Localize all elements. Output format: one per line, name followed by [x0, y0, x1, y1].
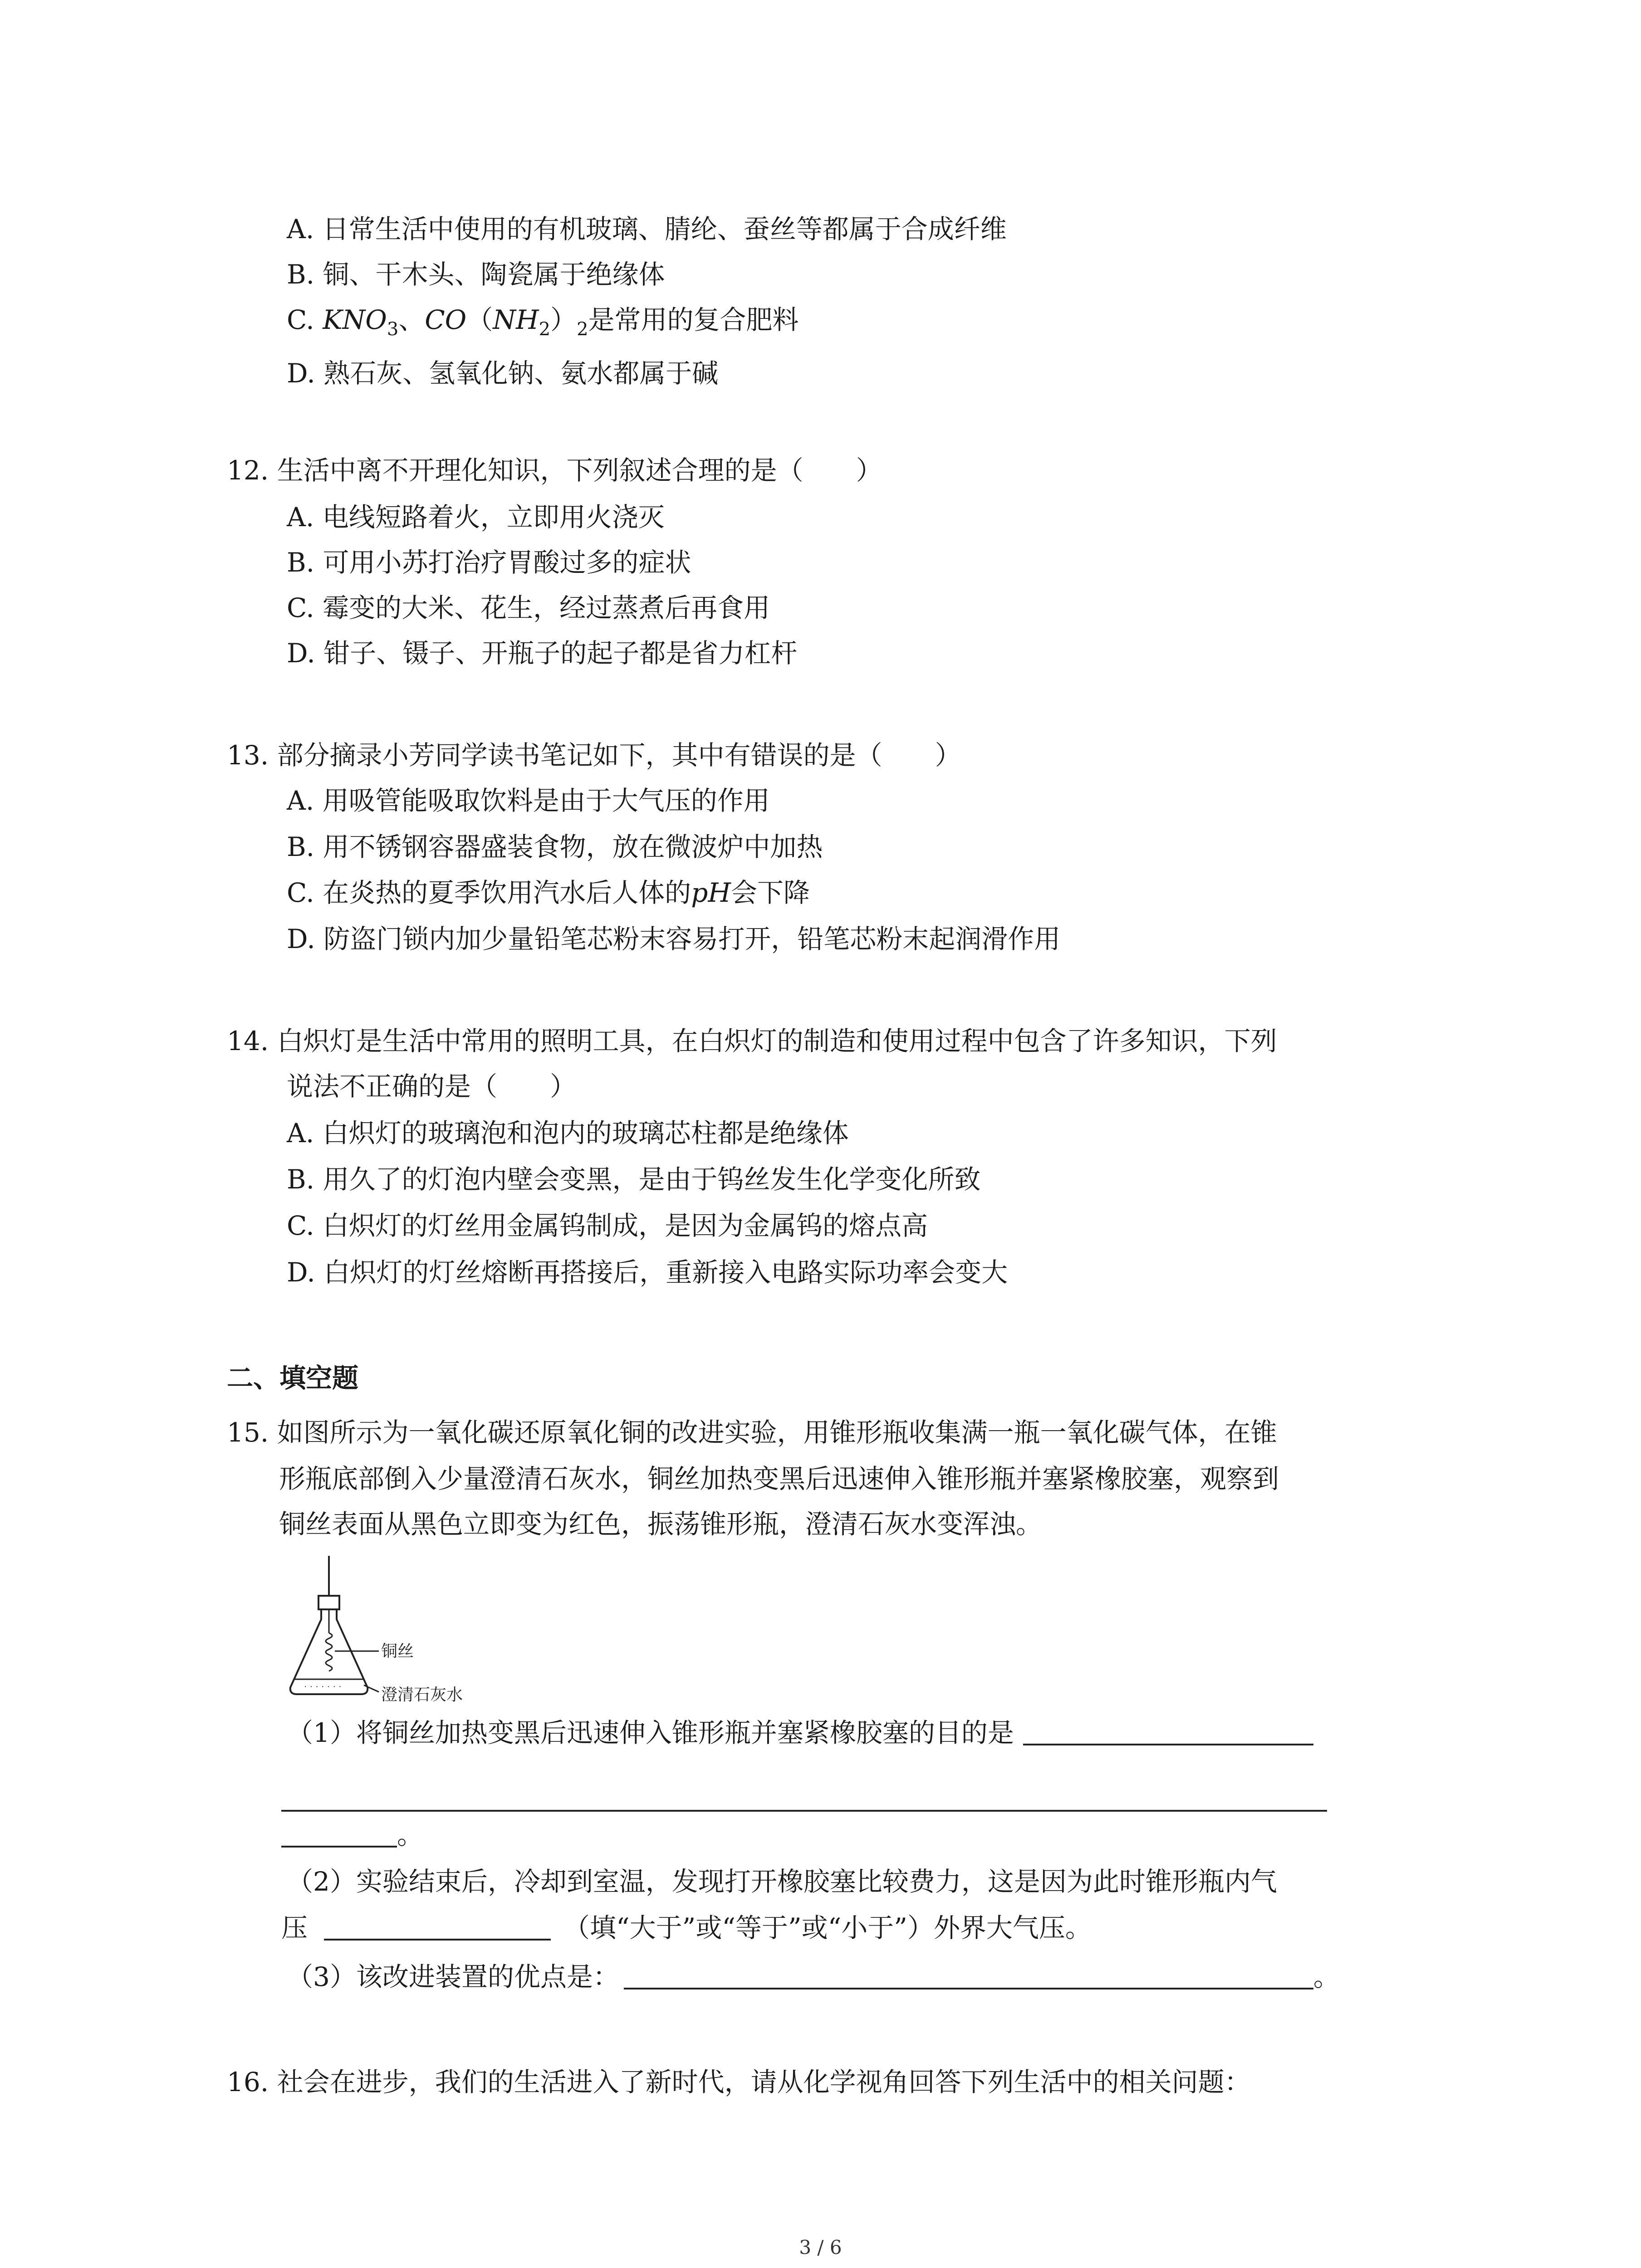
- q13-option-c: [287, 875, 810, 911]
- answer-blank[interactable]: [281, 1818, 397, 1848]
- q11-c-text: 是常用的复合肥料: [588, 304, 799, 335]
- formula-kno3: KNO: [323, 304, 387, 335]
- q12-option-b: B. 可用小苏打治疗胃酸过多的症状: [287, 547, 691, 578]
- q15-part3: [287, 1959, 1340, 1995]
- paren-open: （: [466, 304, 493, 335]
- q13-option-d: D. 防盗门锁内加少量铅笔芯粉末容易打开，铅笔芯粉末起润滑作用: [287, 924, 1061, 954]
- subscript: 2: [577, 319, 588, 340]
- q13-c-prefix: C. 在炎热的夏季饮用汽水后人体的: [287, 877, 691, 908]
- q13-c-suffix: 会下降: [730, 877, 810, 908]
- label-line-water: [364, 1685, 379, 1692]
- q11-option-c: [287, 302, 799, 347]
- q15-part3-text: （3）该改进装置的优点是：: [287, 1961, 619, 1992]
- flask-diagram: [281, 1556, 535, 1706]
- q12-option-a: A. 电线短路着火，立即用火浇灭: [287, 502, 665, 533]
- label-lime-water: 澄清石灰水: [381, 1686, 463, 1704]
- page-number: 3 / 6: [799, 2236, 842, 2258]
- q11-option-a: A. 日常生活中使用的有机玻璃、腈纶、蚕丝等都属于合成纤维: [287, 214, 1007, 244]
- paren-close: ）: [550, 304, 577, 335]
- q13-option-a: A. 用吸管能吸取饮料是由于大气压的作用: [287, 785, 770, 816]
- q15-part2-suffix: （填“大于”或“等于”或“小于”）外界大气压。: [563, 1912, 1092, 1943]
- answer-blank[interactable]: [324, 1911, 551, 1941]
- copper-coil: [326, 1633, 332, 1671]
- q15-part1-ending: [281, 1817, 423, 1853]
- formula-nh: NH: [493, 304, 539, 335]
- water-dots: · · · · · · ·: [304, 1681, 342, 1692]
- q14-stem-line2: 说法不正确的是（ ）: [287, 1071, 577, 1102]
- formula-co: CO: [425, 304, 467, 335]
- q14-option-b: B. 用久了的灯泡内壁会变黑，是由于钨丝发生化学变化所致: [287, 1164, 981, 1195]
- subscript: 3: [387, 319, 399, 340]
- q15-part2-line2: [281, 1910, 1092, 1946]
- q11-option-d: D. 熟石灰、氢氧化钠、氨水都属于碱: [287, 358, 719, 389]
- q14-option-a: A. 白炽灯的玻璃泡和泡内的玻璃芯柱都是绝缘体: [287, 1118, 849, 1149]
- q15-part1: [287, 1715, 1313, 1751]
- q15-part2-line1: （2）实验结束后，冷却到室温，发现打开橡胶塞比较费力，这是因为此时锥形瓶内气: [287, 1866, 1277, 1897]
- q12-stem: 12. 生活中离不开理化知识，下列叙述合理的是（ ）: [227, 455, 882, 486]
- answer-blank[interactable]: [1023, 1716, 1313, 1745]
- section-heading-fill-in: 二、填空题: [227, 1363, 359, 1393]
- q15-part2-prefix: 压: [281, 1912, 308, 1943]
- q12-option-d: D. 钳子、镊子、开瓶子的起子都是省力杠杆: [287, 638, 798, 669]
- q15-part1-text: （1）将铜丝加热变黑后迅速伸入锥形瓶并塞紧橡胶塞的目的是: [287, 1717, 1014, 1748]
- q14-stem-line1: 14. 白炽灯是生活中常用的照明工具，在白炽灯的制造和使用过程中包含了许多知识，下列: [227, 1026, 1277, 1056]
- answer-blank-line[interactable]: [281, 1810, 1327, 1812]
- answer-blank[interactable]: [624, 1960, 1313, 1989]
- q11-option-b: B. 铜、干木头、陶瓷属于绝缘体: [287, 259, 665, 290]
- period: 。: [397, 1819, 424, 1850]
- label-copper-wire: 铜丝: [381, 1642, 414, 1661]
- q14-option-d: D. 白炽灯的灯丝熔断再搭接后，重新接入电路实际功率会变大: [287, 1257, 1008, 1288]
- q16-stem: 16. 社会在进步，我们的生活进入了新时代，请从化学视角回答下列生活中的相关问题：: [227, 2067, 1251, 2097]
- q11-c-prefix: C.: [287, 304, 323, 335]
- subscript: 2: [539, 319, 551, 340]
- q15-stem-line3: 铜丝表面从黑色立即变为红色，振荡锥形瓶，澄清石灰水变浑浊。: [279, 1509, 1043, 1540]
- formula-ph: pH: [691, 877, 731, 908]
- q13-stem: 13. 部分摘录小芳同学读书笔记如下，其中有错误的是（ ）: [227, 740, 961, 771]
- q14-option-c: C. 白炽灯的灯丝用金属钨制成，是因为金属钨的熔点高: [287, 1210, 928, 1241]
- q15-stem-line1: 15. 如图所示为一氧化碳还原氧化铜的改进实验，用锥形瓶收集满一瓶一氧化碳气体，在锥: [227, 1417, 1277, 1448]
- stopper: [318, 1596, 339, 1609]
- separator: 、: [398, 304, 425, 335]
- q15-stem-line2: 形瓶底部倒入少量澄清石灰水，铜丝加热变黑后迅速伸入锥形瓶并塞紧橡胶塞，观察到: [279, 1463, 1279, 1494]
- q12-option-c: C. 霉变的大米、花生，经过蒸煮后再食用: [287, 592, 770, 623]
- q13-option-b: B. 用不锈钢容器盛装食物，放在微波炉中加热: [287, 831, 823, 862]
- period: 。: [1313, 1961, 1340, 1992]
